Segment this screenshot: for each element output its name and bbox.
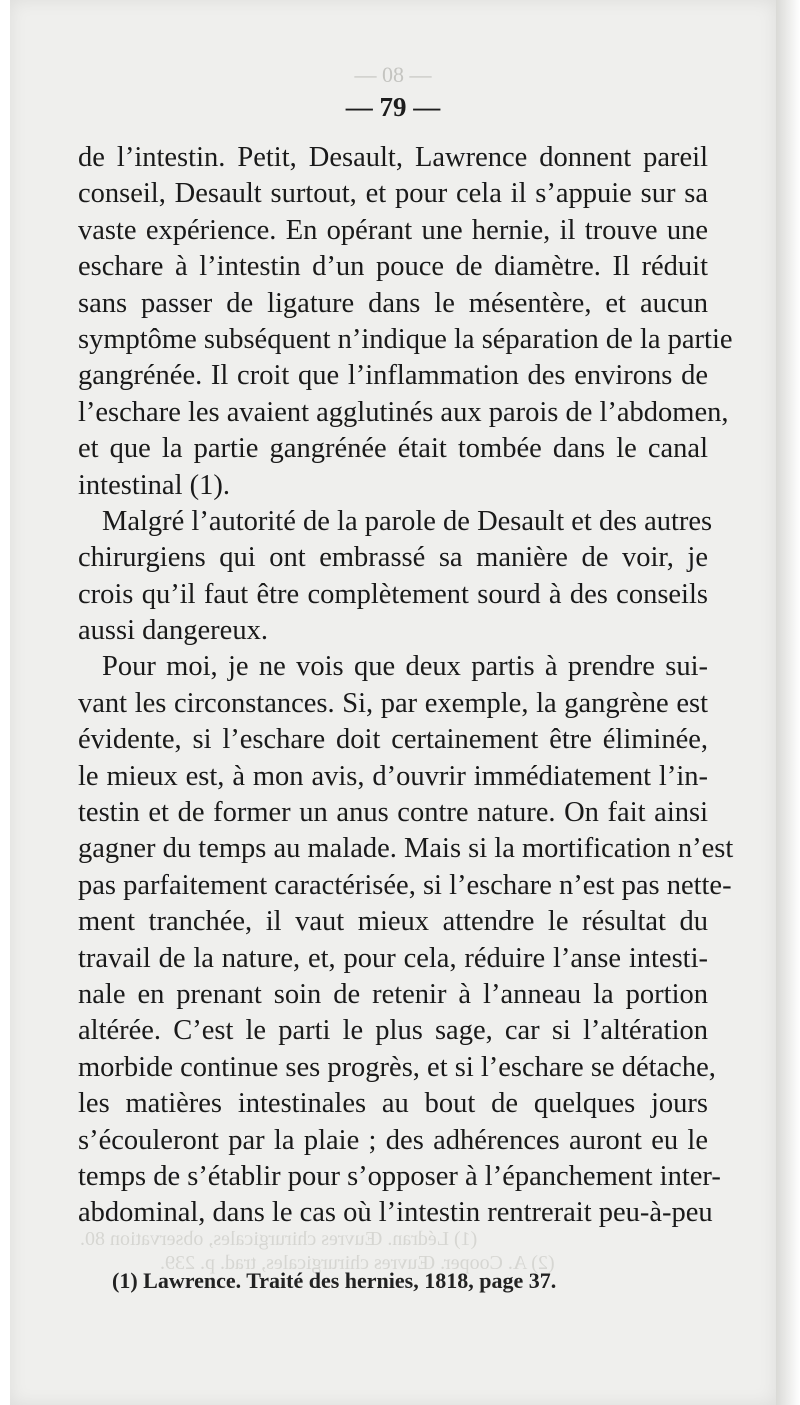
- page-number: — 79 —: [345, 92, 441, 122]
- text-line: crois qu’il faut être complètement sourd à des conseils: [78, 578, 708, 610]
- text-line: l’eschare les avaient agglutinés aux parois de l’abdomen,: [78, 396, 729, 428]
- page-edge: [776, 0, 800, 1405]
- text-line: travail de la nature, et, pour cela, réduire l’anse intesti-: [78, 942, 708, 974]
- text-line: ment tranchée, il vaut mieux attendre le résultat du: [78, 906, 708, 938]
- text-line: aussi dangereux.: [78, 615, 268, 647]
- text-line: Malgré l’autorité de la parole de Desault et des autres: [102, 505, 713, 537]
- text-line: vant les circonstances. Si, par exemple, la gangrène est: [78, 687, 708, 719]
- show-through-bleed: (1) Lédran. Œuvres chirurgicales, observation 80.: [80, 1228, 478, 1250]
- text-line: pas parfaitement caractérisée, si l’eschare n’est pas nette-: [78, 869, 732, 901]
- text-line: gagner du temps au malade. Mais si la mortification n’est: [78, 833, 734, 865]
- text-line: de l’intestin. Petit, Desault, Lawrence donnent pareil: [78, 142, 708, 173]
- text-line: sans passer de ligature dans le mésentère, et aucun: [78, 287, 708, 319]
- text-line: abdominal, dans le cas où l’intestin rentrerait peu-à-peu: [78, 1197, 713, 1229]
- show-through-bleed: (2) A. Cooper. Œuvres chirurgicales, trad. p. 239.: [160, 1252, 555, 1274]
- text-line: altérée. C’est le parti le plus sage, car si l’altération: [78, 1015, 708, 1047]
- body-text: [78, 140, 734, 1232]
- text-line: conseil, Desault surtout, et pour cela il s’appuie sur sa: [78, 178, 708, 210]
- text-line: symptôme subséquent n’indique la séparation de la partie: [78, 323, 733, 355]
- text-line: s’écouleront par la plaie ; des adhérences auront eu le: [78, 1124, 708, 1156]
- text-line: nale en prenant soin de retenir à l’anneau la portion: [78, 978, 708, 1010]
- book-page: [10, 0, 776, 1405]
- text-line: vaste expérience. En opérant une hernie, il trouve une: [78, 214, 708, 246]
- running-header-faint: — 08 —: [354, 62, 432, 87]
- text-line: le mieux est, à mon avis, d’ouvrir immédiatement l’in-: [78, 760, 708, 792]
- footnote: (1) Lawrence. Traité des hernies, 1818, page 37.: [112, 1268, 557, 1293]
- text-line: Pour moi, je ne vois que deux partis à prendre sui-: [102, 651, 708, 683]
- text-line: testin et de former un anus contre nature. On fait ainsi: [78, 797, 708, 829]
- text-line: et que la partie gangrénée était tombée dans le canal: [78, 433, 708, 465]
- text-line: gangrénée. Il croit que l’inflammation des environs de: [78, 360, 708, 392]
- text-line: les matières intestinales au bout de quelques jours: [78, 1088, 708, 1120]
- text-line: intestinal (1).: [78, 469, 230, 501]
- text-line: évidente, si l’eschare doit certainement être éliminée,: [78, 724, 708, 756]
- text-line: temps de s’établir pour s’opposer à l’épanchement inter-: [78, 1160, 721, 1192]
- text-line: morbide continue ses progrès, et si l’eschare se détache,: [78, 1051, 716, 1083]
- text-line: chirurgiens qui ont embrassé sa manière de voir, je: [78, 542, 708, 574]
- text-line: eschare à l’intestin d’un pouce de diamètre. Il réduit: [78, 251, 708, 283]
